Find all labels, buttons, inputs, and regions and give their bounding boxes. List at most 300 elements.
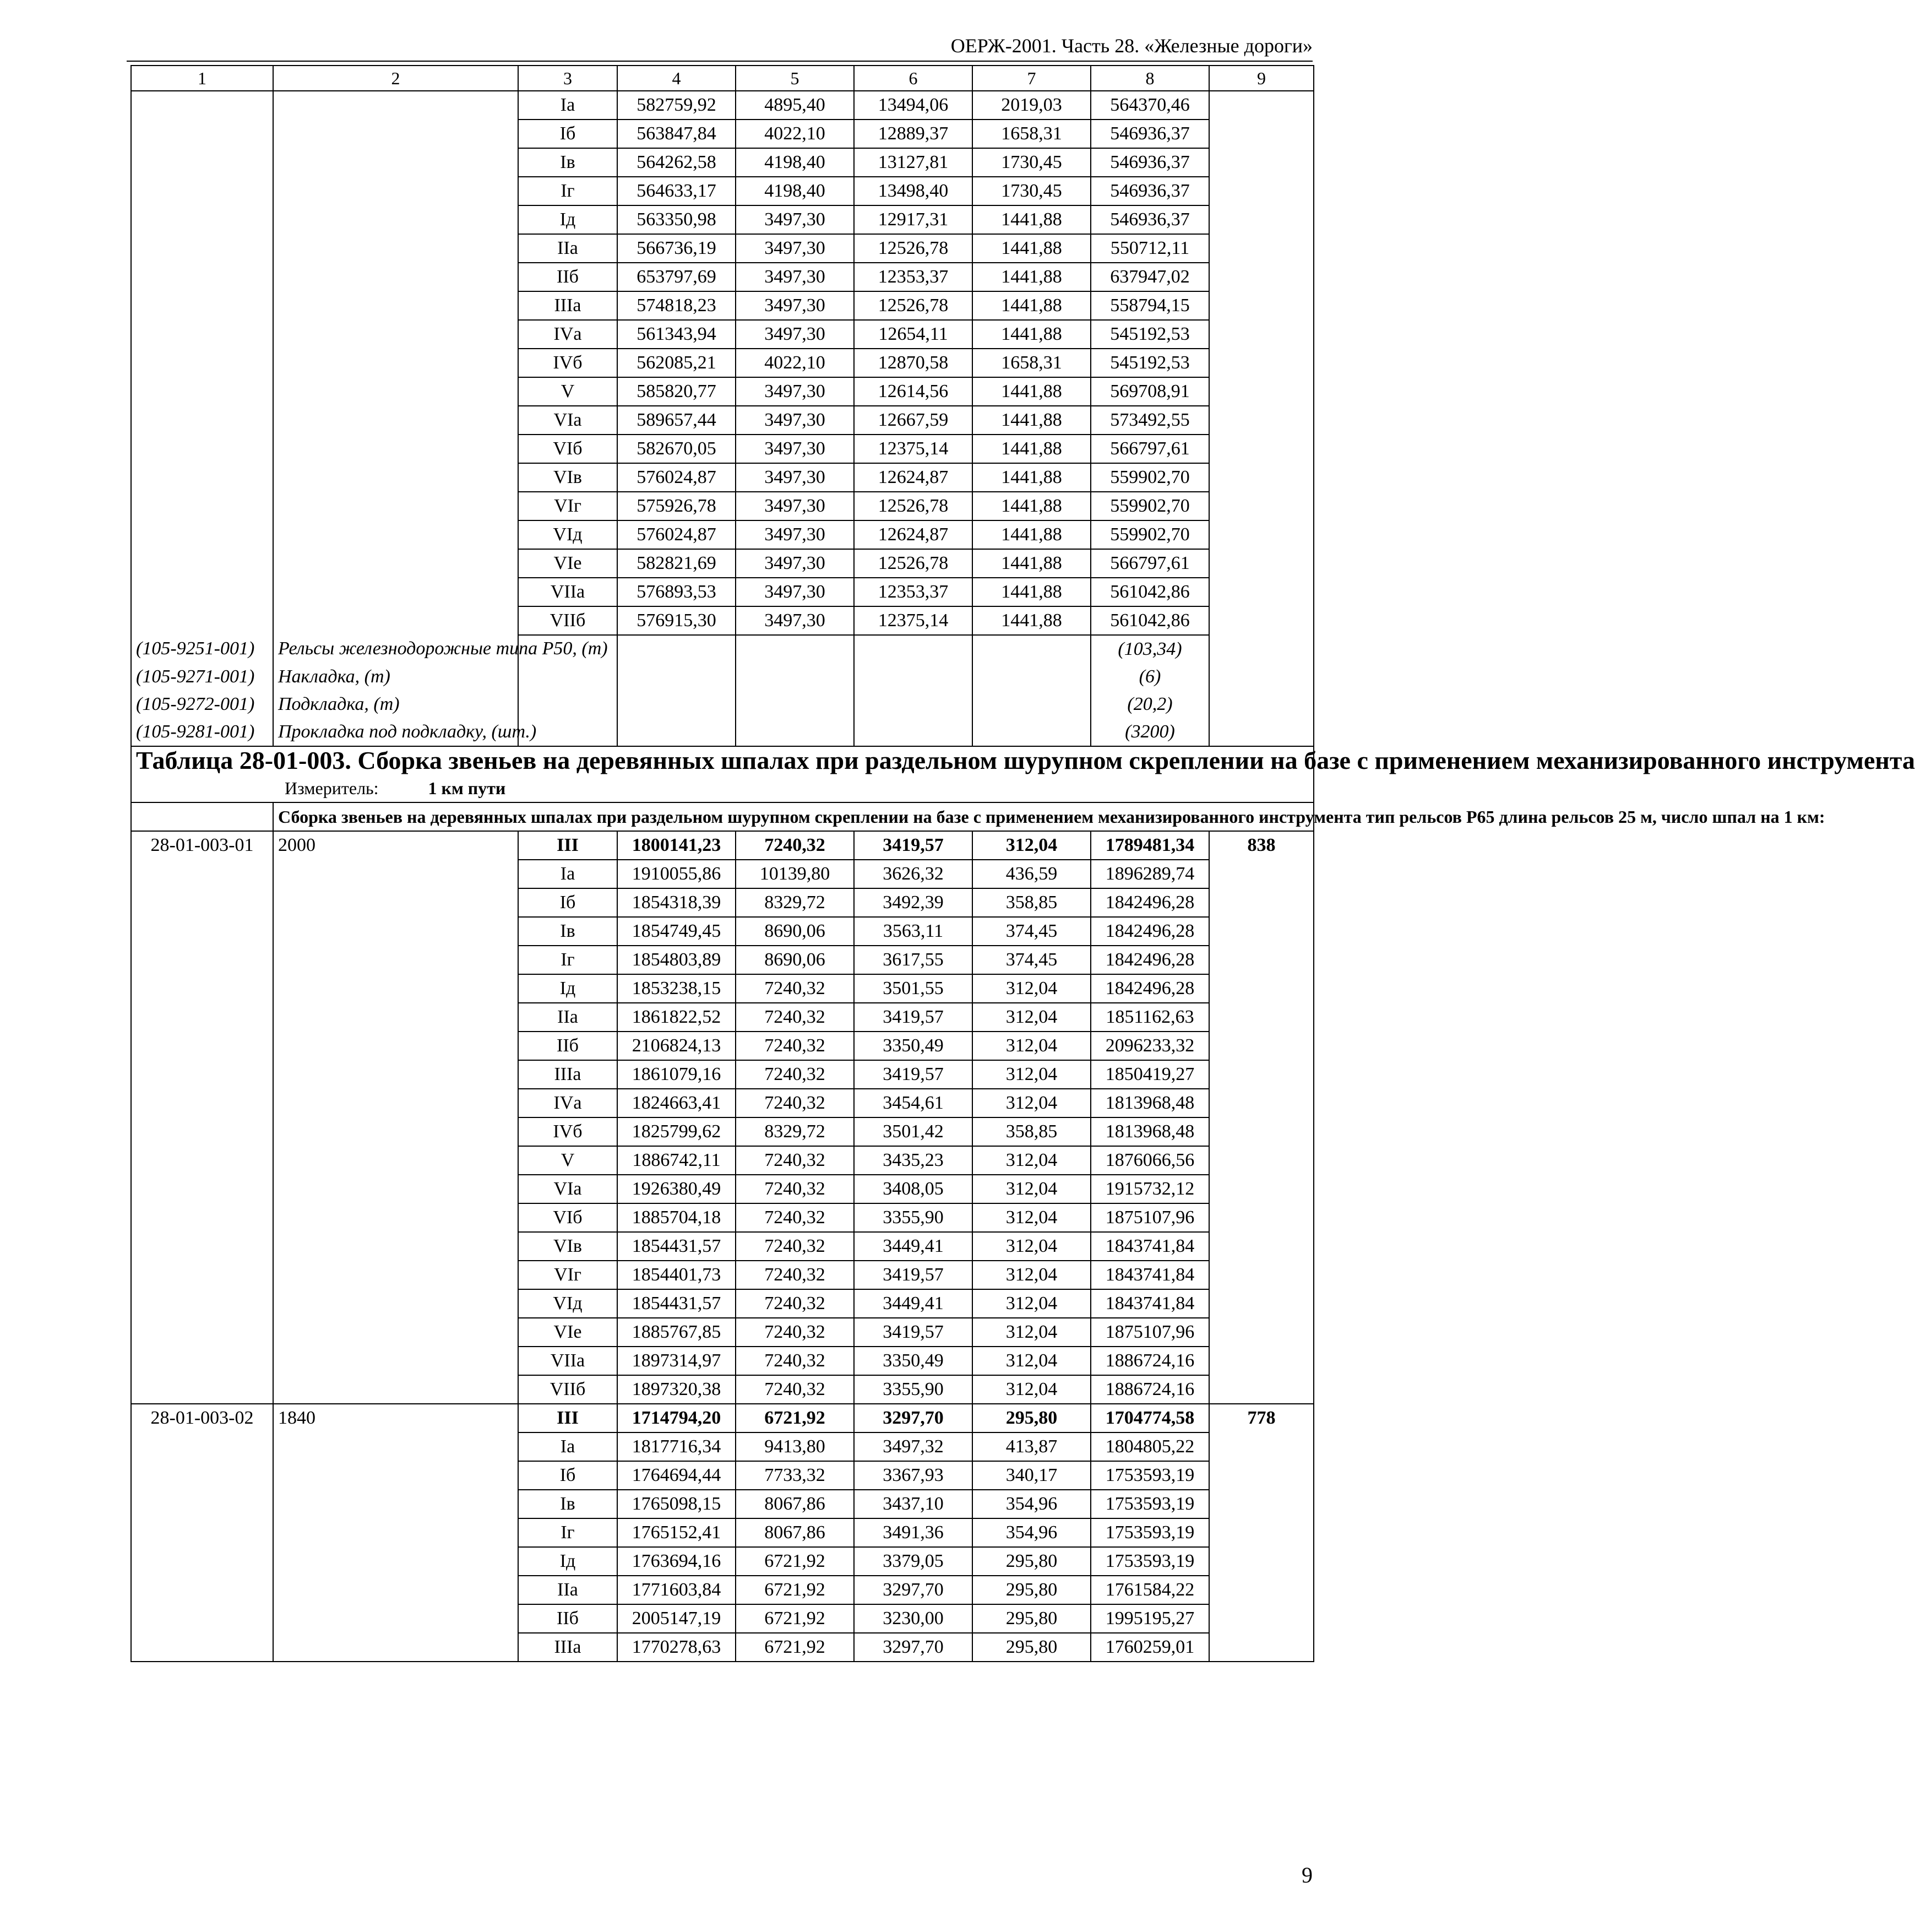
value-cell: 546936,37 [1091,205,1209,234]
value-cell: Iд [518,205,617,234]
empty-cell [518,663,617,691]
value-cell: 295,80 [972,1633,1091,1662]
value-cell: 8329,72 [736,888,854,917]
value-cell: 1441,88 [972,263,1091,291]
table-row [131,91,1314,120]
value-cell: 7240,32 [736,1175,854,1203]
resource-name: Подкладка, (т) [273,691,518,718]
value-cell: 566736,19 [617,234,736,263]
value-cell: 3497,30 [736,406,854,435]
value-cell: 3350,49 [854,1347,972,1375]
value-cell: 559902,70 [1091,463,1209,492]
value-cell: 1842496,28 [1091,917,1209,946]
value-cell: 8329,72 [736,1117,854,1146]
resource-row [131,691,1314,718]
resource-name: Рельсы железнодорожные типа Р50, (т) [273,635,518,663]
value-cell: 3297,70 [854,1404,972,1432]
value-cell: 1897320,38 [617,1375,736,1404]
value-cell: 1861079,16 [617,1060,736,1089]
value-cell: 1658,31 [972,349,1091,377]
value-cell: 637947,02 [1091,263,1209,291]
value-cell: 1441,88 [972,606,1091,635]
value-cell: Iа [518,860,617,888]
value-cell: VIIа [518,578,617,606]
empty-cell [972,691,1091,718]
value-cell: IVб [518,349,617,377]
value-cell: 3297,70 [854,1576,972,1604]
value-cell: 653797,69 [617,263,736,291]
value-cell: 413,87 [972,1432,1091,1461]
value-cell: 1771603,84 [617,1576,736,1604]
value-cell: 7240,32 [736,1003,854,1032]
value-cell: 566797,61 [1091,435,1209,463]
value-cell: 1813968,48 [1091,1089,1209,1117]
value-cell: 558794,15 [1091,291,1209,320]
value-cell: 3355,90 [854,1203,972,1232]
value-cell: 12654,11 [854,320,972,349]
value-cell: 1753593,19 [1091,1490,1209,1518]
value-cell: Iд [518,1547,617,1576]
value-cell: Iб [518,120,617,148]
value-cell: 12526,78 [854,549,972,578]
value-cell: 1854401,73 [617,1261,736,1289]
empty-cell [736,691,854,718]
value-cell: 295,80 [972,1576,1091,1604]
value-cell: VIб [518,435,617,463]
resource-row [131,718,1314,746]
table-title-text: Таблица 28-01-003. Сборка звеньев на деревянных шпалах при раздельном шурупном скреплении на базе с применением механизированного инструмента [136,746,1915,774]
value-cell: 1441,88 [972,377,1091,406]
empty-cell [854,718,972,746]
value-cell: 575926,78 [617,492,736,520]
value-cell: 8690,06 [736,917,854,946]
value-cell: IIб [518,263,617,291]
value-cell: 1875107,96 [1091,1318,1209,1347]
value-cell: 1760259,01 [1091,1633,1209,1662]
value-cell: 1854803,89 [617,946,736,974]
value-cell: 1441,88 [972,578,1091,606]
value-cell: 1441,88 [972,435,1091,463]
value-cell: Iа [518,1432,617,1461]
measure-label: Измеритель: [285,778,379,798]
value-cell: 6721,92 [736,1404,854,1432]
value-cell: VIIб [518,606,617,635]
value-cell: 4022,10 [736,349,854,377]
value-cell: 12526,78 [854,291,972,320]
value-cell: VIе [518,549,617,578]
value-cell: 3497,30 [736,578,854,606]
value-cell: 1753593,19 [1091,1461,1209,1490]
value-cell: 1885704,18 [617,1203,736,1232]
value-cell: 1753593,19 [1091,1547,1209,1576]
value-cell: VIб [518,1203,617,1232]
value-cell: 546936,37 [1091,120,1209,148]
value-cell: Iд [518,974,617,1003]
resource-row [131,663,1314,691]
value-cell: 1825799,62 [617,1117,736,1146]
value-cell: 1861822,52 [617,1003,736,1032]
value-cell: 7240,32 [736,831,854,860]
value-cell: 2019,03 [972,91,1091,120]
value-cell: 7240,32 [736,1060,854,1089]
value-cell: 569708,91 [1091,377,1209,406]
rate-total: 838 [1209,831,1314,1404]
empty-cell [972,635,1091,663]
value-cell: 3419,57 [854,1060,972,1089]
value-cell: 7240,32 [736,1318,854,1347]
value-cell: 13498,40 [854,177,972,205]
value-cell: VIе [518,1318,617,1347]
value-cell: 295,80 [972,1404,1091,1432]
value-cell: 1770278,63 [617,1633,736,1662]
value-cell: 564370,46 [1091,91,1209,120]
value-cell: 3437,10 [854,1490,972,1518]
value-cell: 358,85 [972,888,1091,917]
value-cell: 312,04 [972,1318,1091,1347]
value-cell: VIв [518,1232,617,1261]
value-cell: 1765098,15 [617,1490,736,1518]
value-cell: 1704774,58 [1091,1404,1209,1432]
value-cell: 582821,69 [617,549,736,578]
value-cell: 563350,98 [617,205,736,234]
value-cell: Iг [518,177,617,205]
value-cell: 1441,88 [972,406,1091,435]
value-cell: 576024,87 [617,520,736,549]
value-cell: 3492,39 [854,888,972,917]
value-cell: VIа [518,1175,617,1203]
value-cell: 3563,11 [854,917,972,946]
value-cell: 8067,86 [736,1490,854,1518]
value-cell: 1842496,28 [1091,974,1209,1003]
value-cell: 7733,32 [736,1461,854,1490]
value-cell: 576024,87 [617,463,736,492]
value-cell: 564262,58 [617,148,736,177]
value-cell: 4198,40 [736,148,854,177]
value-cell: VIIа [518,1347,617,1375]
empty-cell [736,663,854,691]
value-cell: 13494,06 [854,91,972,120]
value-cell: Iв [518,1490,617,1518]
value-cell: 340,17 [972,1461,1091,1490]
value-cell: 358,85 [972,1117,1091,1146]
value-cell: 312,04 [972,1232,1091,1261]
empty-cell [972,663,1091,691]
value-cell: 3297,70 [854,1633,972,1662]
value-cell: 6721,92 [736,1547,854,1576]
empty-cell [736,635,854,663]
value-cell: 3497,30 [736,263,854,291]
code-cell-empty [131,91,273,635]
value-cell: Iв [518,917,617,946]
value-cell: 312,04 [972,1003,1091,1032]
column-number-row [131,66,1314,91]
value-cell: 3497,30 [736,549,854,578]
rates-table-body [131,66,1915,1662]
value-cell: 1658,31 [972,120,1091,148]
value-cell: 12526,78 [854,492,972,520]
value-cell: 3497,30 [736,291,854,320]
value-cell: 1854318,39 [617,888,736,917]
value-cell: IVб [518,1117,617,1146]
value-cell: 574818,23 [617,291,736,320]
value-cell: 12624,87 [854,463,972,492]
value-cell: III [518,1404,617,1432]
value-cell: 1441,88 [972,492,1091,520]
value-cell: 1763694,16 [617,1547,736,1576]
value-cell: 6721,92 [736,1633,854,1662]
value-cell: 1850419,27 [1091,1060,1209,1089]
value-cell: VIа [518,406,617,435]
description-row [131,802,1314,831]
value-cell: 10139,80 [736,860,854,888]
column-number: 9 [1209,66,1314,91]
value-cell: 1789481,34 [1091,831,1209,860]
value-cell: 312,04 [972,1289,1091,1318]
value-cell: 576915,30 [617,606,736,635]
value-cell: 312,04 [972,1375,1091,1404]
empty-cell [617,718,736,746]
value-cell: 12353,37 [854,578,972,606]
value-cell: 1896289,74 [1091,860,1209,888]
value-cell: 1441,88 [972,549,1091,578]
value-cell: IVа [518,320,617,349]
value-cell: 3367,93 [854,1461,972,1490]
value-cell: 3419,57 [854,1318,972,1347]
value-cell: Iб [518,888,617,917]
value-cell: 354,96 [972,1490,1091,1518]
column-number: 1 [131,66,273,91]
value-cell: 7240,32 [736,1261,854,1289]
value-cell: 12526,78 [854,234,972,263]
value-cell: Iб [518,1461,617,1490]
table-title [131,746,1915,774]
value-cell: 561042,86 [1091,578,1209,606]
value-cell: IIIа [518,291,617,320]
value-cell: 295,80 [972,1547,1091,1576]
value-cell: 12353,37 [854,263,972,291]
resource-code: (105-9271-001) [131,663,273,691]
value-cell: 312,04 [972,1089,1091,1117]
value-cell: 1854431,57 [617,1232,736,1261]
resource-value: (6) [1091,663,1209,691]
value-cell: 1441,88 [972,234,1091,263]
value-cell: 3454,61 [854,1089,972,1117]
value-cell: 564633,17 [617,177,736,205]
value-cell: 1804805,22 [1091,1432,1209,1461]
value-cell: 3497,30 [736,377,854,406]
value-cell: 3449,41 [854,1289,972,1318]
value-cell: 3419,57 [854,1261,972,1289]
empty-cell [854,691,972,718]
value-cell: 2096233,32 [1091,1032,1209,1060]
value-cell: 1910055,86 [617,860,736,888]
empty-cell [518,691,617,718]
value-cell: Iа [518,91,617,120]
resource-value: (3200) [1091,718,1209,746]
value-cell: 1761584,22 [1091,1576,1209,1604]
value-cell: 1824663,41 [617,1089,736,1117]
rate-name: 1840 [273,1404,518,1662]
value-cell: 1842496,28 [1091,946,1209,974]
value-cell: V [518,377,617,406]
rate-name: 2000 [273,831,518,1404]
total-cell-empty [1209,91,1314,746]
value-cell: VIв [518,463,617,492]
value-cell: 12667,59 [854,406,972,435]
value-cell: 1843741,84 [1091,1261,1209,1289]
value-cell: 561042,86 [1091,606,1209,635]
value-cell: 12870,58 [854,349,972,377]
value-cell: 545192,53 [1091,349,1209,377]
value-cell: 7240,32 [736,1347,854,1375]
value-cell: 7240,32 [736,1289,854,1318]
value-cell: 1765152,41 [617,1518,736,1547]
value-cell: 3497,30 [736,205,854,234]
rates-table [130,65,1915,1662]
value-cell: 562085,21 [617,349,736,377]
column-number: 7 [972,66,1091,91]
value-cell: 3497,30 [736,234,854,263]
value-cell: 1897314,97 [617,1347,736,1375]
value-cell: 3497,30 [736,435,854,463]
value-cell: 1764694,44 [617,1461,736,1490]
value-cell: 1926380,49 [617,1175,736,1203]
value-cell: 3617,55 [854,946,972,974]
value-cell: 566797,61 [1091,549,1209,578]
value-cell: 1854749,45 [617,917,736,946]
empty-cell [854,663,972,691]
value-cell: 12375,14 [854,435,972,463]
column-number: 3 [518,66,617,91]
value-cell: 374,45 [972,946,1091,974]
value-cell: 312,04 [972,1203,1091,1232]
value-cell: 3497,30 [736,320,854,349]
empty-cell [617,663,736,691]
value-cell: IIIа [518,1060,617,1089]
rate-code: 28-01-003-02 [131,1404,273,1662]
value-cell: 3449,41 [854,1232,972,1261]
value-cell: 3497,30 [736,520,854,549]
header-rule [127,61,1313,62]
column-number: 8 [1091,66,1209,91]
value-cell: 3435,23 [854,1146,972,1175]
value-cell: 582759,92 [617,91,736,120]
table-row [131,1404,1314,1432]
value-cell: 1885767,85 [617,1318,736,1347]
value-cell: 563847,84 [617,120,736,148]
value-cell: 312,04 [972,1261,1091,1289]
empty-cell [617,635,736,663]
value-cell: 436,59 [972,860,1091,888]
value-cell: IIа [518,1003,617,1032]
value-cell: 1851162,63 [1091,1003,1209,1032]
value-cell: 1753593,19 [1091,1518,1209,1547]
value-cell: 1441,88 [972,463,1091,492]
value-cell: 1730,45 [972,177,1091,205]
column-number: 5 [736,66,854,91]
value-cell: Iг [518,946,617,974]
value-cell: 546936,37 [1091,148,1209,177]
value-cell: 7240,32 [736,1032,854,1060]
value-cell: 12375,14 [854,606,972,635]
value-cell: IIIа [518,1633,617,1662]
value-cell: 9413,80 [736,1432,854,1461]
value-cell: 3497,30 [736,606,854,635]
value-cell: 3501,55 [854,974,972,1003]
value-cell: VIг [518,492,617,520]
value-cell: 1441,88 [972,520,1091,549]
value-cell: 312,04 [972,831,1091,860]
value-cell: IIа [518,234,617,263]
value-cell: 3419,57 [854,1003,972,1032]
column-number: 4 [617,66,736,91]
page-number: 9 [1302,1863,1313,1887]
value-cell: 12917,31 [854,205,972,234]
value-cell: 7240,32 [736,1203,854,1232]
value-cell: 3230,00 [854,1604,972,1633]
value-cell: 576893,53 [617,578,736,606]
value-cell: 546936,37 [1091,177,1209,205]
value-cell: 1817716,34 [617,1432,736,1461]
value-cell: Iв [518,148,617,177]
value-cell: 7240,32 [736,1232,854,1261]
value-cell: 559902,70 [1091,520,1209,549]
resource-value: (103,34) [1091,635,1209,663]
value-cell: 6721,92 [736,1604,854,1633]
value-cell: 1441,88 [972,205,1091,234]
measure-value: 1 км пути [428,778,506,798]
empty-cell [854,635,972,663]
value-cell: 582670,05 [617,435,736,463]
value-cell: 1441,88 [972,320,1091,349]
value-cell: 1813968,48 [1091,1117,1209,1146]
value-cell: 1853238,15 [617,974,736,1003]
value-cell: 3626,32 [854,860,972,888]
value-cell: 2106824,13 [617,1032,736,1060]
value-cell: 3355,90 [854,1375,972,1404]
value-cell: 12614,56 [854,377,972,406]
value-cell: 1886724,16 [1091,1375,1209,1404]
table-title-row [131,746,1314,774]
value-cell: 312,04 [972,1175,1091,1203]
value-cell: 550712,11 [1091,234,1209,263]
value-cell: 561343,94 [617,320,736,349]
value-cell: IVа [518,1089,617,1117]
value-cell: 12889,37 [854,120,972,148]
value-cell: 4022,10 [736,120,854,148]
name-cell-empty [273,91,518,635]
value-cell: 1875107,96 [1091,1203,1209,1232]
measure-cell [131,774,1314,802]
value-cell: 1995195,27 [1091,1604,1209,1633]
value-cell: 7240,32 [736,1375,854,1404]
resource-name: Прокладка под подкладку, (шт.) [273,718,518,746]
value-cell: 8067,86 [736,1518,854,1547]
value-cell: 1843741,84 [1091,1289,1209,1318]
value-cell: IIб [518,1604,617,1633]
value-cell: 8690,06 [736,946,854,974]
value-cell: 312,04 [972,1060,1091,1089]
value-cell: 1714794,20 [617,1404,736,1432]
value-cell: VIIб [518,1375,617,1404]
value-cell: 4895,40 [736,91,854,120]
value-cell: 7240,32 [736,974,854,1003]
value-cell: VIд [518,520,617,549]
document-header: ОЕРЖ-2001. Часть 28. «Железные дороги» [950,35,1313,57]
value-cell: 354,96 [972,1518,1091,1547]
table-row [131,831,1314,860]
value-cell: 3497,30 [736,492,854,520]
